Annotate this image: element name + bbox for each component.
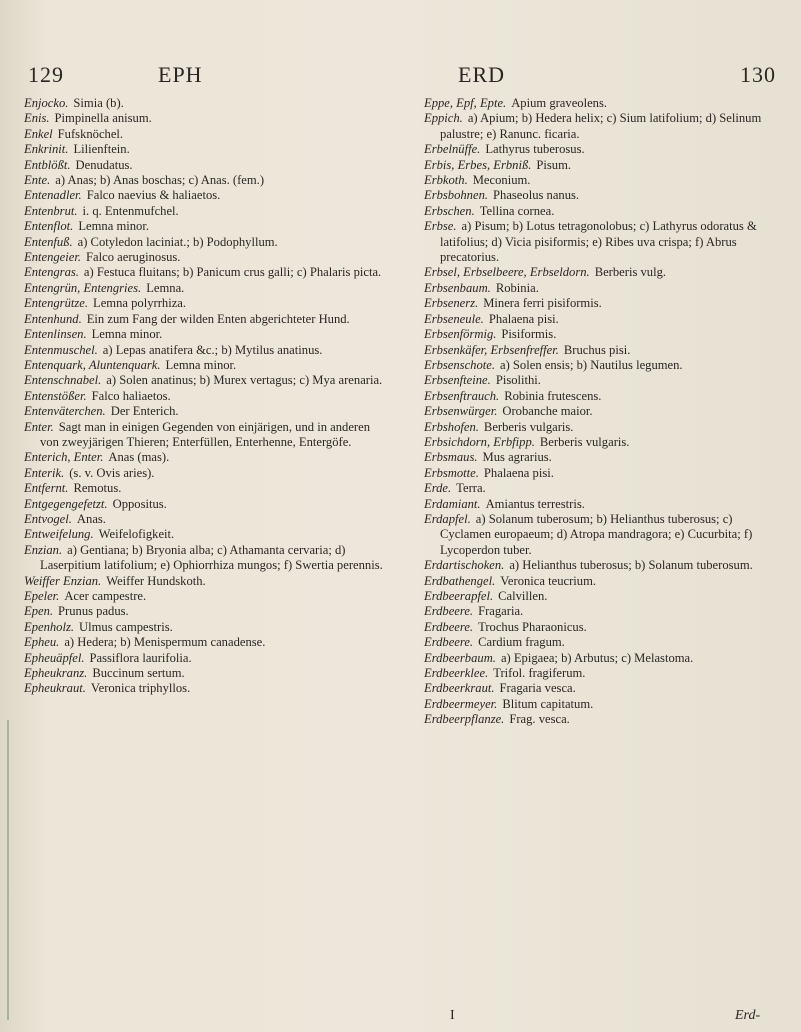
entry-headword: Eppe, Epf, Epte. <box>424 96 507 110</box>
dictionary-entry <box>424 96 772 111</box>
dictionary-entry <box>24 589 386 604</box>
entry-headword: Erdapfel. <box>424 511 471 526</box>
entry-definition: Fufsknöchel. <box>57 126 124 141</box>
dictionary-entry <box>24 420 386 451</box>
entry-definition: Lemna. <box>146 280 185 295</box>
entry-definition: Lilienftein. <box>73 142 130 157</box>
entry-headword: Enter. <box>24 419 54 434</box>
dictionary-entry <box>424 142 772 157</box>
entry-headword: Entenmuschel. <box>24 342 98 357</box>
entry-definition: Tellina cornea. <box>479 203 555 218</box>
dictionary-entry <box>424 389 772 404</box>
dictionary-entry <box>24 219 386 234</box>
entry-headword: Erbsbohnen. <box>424 188 489 203</box>
entry-definition: a) Lepas anatifera &c.; b) Mytilus anatinus. <box>102 342 323 357</box>
dictionary-entry <box>24 635 386 650</box>
entry-headword: Erbsenftrauch. <box>424 388 500 403</box>
entry-definition: Lemna minor. <box>165 357 237 372</box>
entry-definition: (s. v. Ovis aries). <box>69 465 155 480</box>
signature-mark: I <box>450 1008 455 1023</box>
dictionary-entry <box>24 127 386 142</box>
entry-definition: Veronica triphyllos. <box>90 681 191 696</box>
entry-definition: Apium graveolens. <box>511 96 608 110</box>
dictionary-entry <box>24 527 386 542</box>
entry-headword: Erdbeere. <box>424 604 474 619</box>
entry-headword: Erdbeerklee. <box>424 666 489 681</box>
entry-definition: Prunus padus. <box>58 604 129 619</box>
entry-definition: Meconium. <box>472 173 531 188</box>
entry-definition: Veronica teucrium. <box>500 573 597 588</box>
dictionary-entry <box>24 96 386 111</box>
dictionary-entry <box>424 450 772 465</box>
dictionary-entry <box>24 188 386 203</box>
left-column <box>24 96 386 697</box>
dictionary-entry <box>24 173 386 188</box>
dictionary-entry <box>424 204 772 219</box>
entry-headword: Erbsenkäfer, Erbsenfreffer. <box>424 342 559 357</box>
entry-headword: Erbis, Erbes, Erbniß. <box>424 157 532 172</box>
entry-definition: i. q. Entenmufchel. <box>82 203 179 218</box>
entry-definition: Berberis vulg. <box>594 265 667 280</box>
entry-definition: Robinia. <box>495 280 539 295</box>
entry-definition: Trochus Pharaonicus. <box>478 619 587 634</box>
entry-definition: Bruchus pisi. <box>563 342 631 357</box>
entry-headword: Entenlinsen. <box>24 327 87 342</box>
entry-definition: Falco naevius & haliaetos. <box>86 188 221 203</box>
dictionary-entry <box>24 250 386 265</box>
entry-definition: Der Enterich. <box>110 404 179 419</box>
entry-headword: Erbsenförmig. <box>424 327 497 342</box>
entry-headword: Entblößt. <box>24 157 71 172</box>
dictionary-entry <box>424 420 772 435</box>
entry-headword: Enterik. <box>24 465 65 480</box>
dictionary-entry <box>424 173 772 188</box>
dictionary-entry <box>24 389 386 404</box>
entry-headword: Erbsenwürger. <box>424 404 498 419</box>
entry-headword: Entenstößer. <box>24 388 87 403</box>
entry-definition: Berberis vulgaris. <box>483 419 574 434</box>
entry-headword: Epheuäpfel. <box>24 650 85 665</box>
dictionary-entry <box>424 111 772 142</box>
dictionary-entry <box>424 589 772 604</box>
entry-definition: Lathyrus tuberosus. <box>485 142 585 157</box>
dictionary-entry <box>424 697 772 712</box>
entry-definition: Weifelofigkeit. <box>98 527 175 542</box>
entry-headword: Entenfuß. <box>24 234 73 249</box>
entry-headword: Entengrütze. <box>24 296 89 311</box>
entry-headword: Erbsenerz. <box>424 296 479 311</box>
dictionary-entry <box>424 558 772 573</box>
dictionary-entry <box>424 296 772 311</box>
dictionary-entry <box>424 512 772 558</box>
left-page-number: 129 <box>28 62 64 87</box>
dictionary-entry <box>24 604 386 619</box>
entry-definition: Frag. vesca. <box>509 712 570 727</box>
dictionary-entry <box>24 450 386 465</box>
entry-headword: Erbsmaus. <box>424 450 478 465</box>
dictionary-entry <box>424 604 772 619</box>
right-column <box>424 96 772 728</box>
entry-headword: Erbse. <box>424 219 457 234</box>
dictionary-entry <box>424 219 772 265</box>
entry-definition: Robinia frutescens. <box>504 388 602 403</box>
dictionary-entry <box>424 312 772 327</box>
entry-definition: Orobanche maior. <box>502 404 593 419</box>
dictionary-entry <box>24 204 386 219</box>
entry-headword: Erdbeermeyer. <box>424 696 498 711</box>
entry-headword: Epheukranz. <box>24 666 88 681</box>
entry-headword: Erbschen. <box>424 203 475 218</box>
dictionary-entry <box>424 265 772 280</box>
dictionary-entry <box>424 635 772 650</box>
dictionary-entry <box>24 235 386 250</box>
entry-definition: Phalaena pisi. <box>483 465 554 480</box>
entry-headword: Enkel <box>24 126 53 141</box>
entry-headword: Erbsel, Erbselbeere, Erbseldorn. <box>424 265 590 280</box>
entry-headword: Entfernt. <box>24 481 69 496</box>
dictionary-entry <box>424 466 772 481</box>
dictionary-entry <box>424 158 772 173</box>
entry-definition: Anas. <box>76 511 106 526</box>
entry-definition: Pisiformis. <box>501 327 557 342</box>
entry-definition: a) Solen anatinus; b) Murex vertagus; c) Mya arenaria. <box>106 373 383 388</box>
entry-headword: Erbkoth. <box>424 173 468 188</box>
dictionary-entry <box>24 281 386 296</box>
dictionary-entry <box>24 158 386 173</box>
entry-definition: Lemna minor. <box>91 327 163 342</box>
entry-headword: Entweifelung. <box>24 527 94 542</box>
entry-headword: Epheu. <box>24 635 60 650</box>
entry-definition: a) Cotyledon laciniat.; b) Podophyllum. <box>77 234 278 249</box>
entry-definition: Amiantus terrestris. <box>485 496 585 511</box>
entry-definition: Buccinum sertum. <box>92 666 185 681</box>
entry-definition: Cardium fragum. <box>478 635 565 650</box>
entry-definition: a) Hedera; b) Menispermum canadense. <box>64 635 266 650</box>
dictionary-entry <box>424 435 772 450</box>
dictionary-entry <box>24 543 386 574</box>
dictionary-entry <box>24 481 386 496</box>
entry-headword: Entgegengefetzt. <box>24 496 108 511</box>
entry-headword: Entenhund. <box>24 311 82 326</box>
dictionary-entry <box>424 327 772 342</box>
dictionary-entry <box>424 712 772 727</box>
entry-headword: Erbshofen. <box>424 419 479 434</box>
right-running-head: ERD <box>458 62 505 87</box>
entry-definition: Trifol. fragiferum. <box>493 666 586 681</box>
entry-headword: Erbseneule. <box>424 311 484 326</box>
dictionary-entry <box>424 404 772 419</box>
entry-definition: a) Festuca fluitans; b) Panicum crus galli; c) Phalaris picta. <box>83 265 382 280</box>
entry-definition: a) Pisum; b) Lotus tetragonolobus; c) Lathyrus odoratus & latifolius; d) Vicia pisiformis; e) Ribes uva crispa; f) Abrus precatorius. <box>440 219 757 265</box>
entry-headword: Eppich. <box>424 111 463 126</box>
entry-definition: Phaseolus nanus. <box>493 188 580 203</box>
dictionary-entry <box>24 651 386 666</box>
entry-headword: Erbsmotte. <box>424 465 479 480</box>
entry-definition: Simia (b). <box>73 96 124 110</box>
entry-headword: Entenväterchen. <box>24 404 106 419</box>
entry-definition: Fragaria vesca. <box>499 681 576 696</box>
entry-definition: Phalaena pisi. <box>488 311 559 326</box>
dictionary-entry <box>24 574 386 589</box>
dictionary-entry <box>24 497 386 512</box>
dictionary-entry <box>24 358 386 373</box>
dictionary-entry <box>424 620 772 635</box>
margin-stain <box>7 720 9 1020</box>
entry-headword: Enterich, Enter. <box>24 450 104 465</box>
entry-definition: Terra. <box>456 481 486 496</box>
entry-definition: Denudatus. <box>75 157 133 172</box>
entry-headword: Enjocko. <box>24 96 69 110</box>
entry-definition: Remotus. <box>73 481 122 496</box>
entry-headword: Entenflot. <box>24 219 74 234</box>
entry-definition: Ein zum Fang der wilden Enten abgerichteter Hund. <box>86 311 350 326</box>
entry-headword: Erbelnüffe. <box>424 142 481 157</box>
dictionary-entry <box>24 327 386 342</box>
dictionary-entry <box>24 111 386 126</box>
entry-headword: Entenschnabel. <box>24 373 102 388</box>
dictionary-entry <box>24 681 386 696</box>
entry-headword: Erdbeerpflanze. <box>424 712 505 727</box>
entry-headword: Erdbeerkraut. <box>424 681 495 696</box>
left-running-head: EPH <box>158 62 203 87</box>
dictionary-entry <box>24 296 386 311</box>
entry-headword: Erdbeerbaum. <box>424 650 496 665</box>
entry-definition: Calvillen. <box>498 589 548 603</box>
dictionary-entry <box>424 681 772 696</box>
entry-headword: Erdbeerapfel. <box>424 589 494 603</box>
entry-definition: Falco haliaetos. <box>91 388 171 403</box>
entry-definition: Fragaria. <box>478 604 524 619</box>
dictionary-entry <box>424 497 772 512</box>
entry-definition: Ulmus campestris. <box>79 619 173 634</box>
dictionary-entry <box>24 373 386 388</box>
entry-headword: Entengras. <box>24 265 79 280</box>
dictionary-entry <box>24 466 386 481</box>
entry-definition: Pisum. <box>536 157 572 172</box>
entry-headword: Enzian. <box>24 542 63 557</box>
dictionary-entry <box>424 481 772 496</box>
dictionary-entry <box>24 312 386 327</box>
entry-definition: a) Helianthus tuberosus; b) Solanum tuberosum. <box>509 558 753 573</box>
entry-headword: Epenholz. <box>24 619 75 634</box>
dictionary-entry <box>424 358 772 373</box>
entry-definition: a) Epigaea; b) Arbutus; c) Melastoma. <box>500 650 694 665</box>
entry-definition: a) Anas; b) Anas boschas; c) Anas. (fem.) <box>55 173 265 188</box>
right-page-number: 130 <box>740 62 776 87</box>
dictionary-entry <box>424 281 772 296</box>
dictionary-entry <box>424 666 772 681</box>
dictionary-entry <box>424 343 772 358</box>
entry-definition: Berberis vulgaris. <box>539 434 630 449</box>
dictionary-entry <box>24 142 386 157</box>
dictionary-entry <box>24 343 386 358</box>
dictionary-entry <box>424 651 772 666</box>
entry-definition: a) Solen ensis; b) Nautilus legumen. <box>500 357 683 372</box>
entry-definition: Pimpinella anisum. <box>54 111 152 126</box>
entry-headword: Enkrinit. <box>24 142 69 157</box>
dictionary-entry <box>424 574 772 589</box>
entry-headword: Erdbathengel. <box>424 573 496 588</box>
entry-definition: a) Gentiana; b) Bryonia alba; c) Athamanta cervaria; d) Laserpitium latifolium; e) Ophiorrhiza mungos; f) Swertia perennis. <box>40 542 383 573</box>
entry-definition: Passiflora laurifolia. <box>89 650 192 665</box>
entry-headword: Entvogel. <box>24 511 72 526</box>
entry-headword: Entenadler. <box>24 188 82 203</box>
entry-headword: Erbsenschote. <box>424 357 495 372</box>
entry-definition: Anas (mas). <box>108 450 170 465</box>
entry-headword: Epheukraut. <box>24 681 86 696</box>
entry-headword: Entenquark, Aluntenquark. <box>24 357 161 372</box>
entry-headword: Erdbeere. <box>424 619 474 634</box>
entry-definition: Blitum capitatum. <box>502 696 594 711</box>
entry-headword: Erde. <box>424 481 452 496</box>
entry-definition: a) Solanum tuberosum; b) Helianthus tuberosus; c) Cyclamen europaeum; d) Atropa mandragora; e) Cucurbita; f) Lycoperdon tuber. <box>440 511 753 557</box>
entry-definition: Lemna polyrrhiza. <box>93 296 187 311</box>
entry-headword: Erbsichdorn, Erbfipp. <box>424 434 535 449</box>
entry-headword: Erbsenfteine. <box>424 373 491 388</box>
entry-headword: Epeler. <box>24 589 60 603</box>
entry-headword: Erdamiant. <box>424 496 481 511</box>
entry-definition: Falco aeruginosus. <box>86 250 181 265</box>
entry-definition: Mus agrarius. <box>482 450 552 465</box>
dictionary-entry <box>24 620 386 635</box>
entry-definition: a) Apium; b) Hedera helix; c) Sium latifolium; d) Selinum palustre; e) Ranunc. ficaria. <box>440 111 762 141</box>
entry-headword: Weiffer Enzian. <box>24 573 102 588</box>
entry-headword: Erdartischoken. <box>424 558 505 573</box>
entry-headword: Enis. <box>24 111 50 126</box>
dictionary-entry <box>24 666 386 681</box>
entry-definition: Pisolithi. <box>495 373 541 388</box>
dictionary-entry <box>24 512 386 527</box>
entry-headword: Erbsenbaum. <box>424 280 491 295</box>
catchword: Erd- <box>735 1008 761 1023</box>
entry-definition: Minera ferri pisiformis. <box>483 296 602 311</box>
dictionary-entry <box>424 373 772 388</box>
entry-headword: Erdbeere. <box>424 635 474 650</box>
entry-definition: Acer campestre. <box>64 589 147 603</box>
entry-headword: Entengeier. <box>24 250 82 265</box>
entry-definition: Lemna minor. <box>78 219 149 234</box>
entry-headword: Epen. <box>24 604 54 619</box>
dictionary-entry <box>424 188 772 203</box>
entry-definition: Weiffer Hundskoth. <box>106 573 206 588</box>
entry-headword: Entenbrut. <box>24 203 78 218</box>
entry-definition: Sagt man in einigen Gegenden von einjärigen, und in anderen von zweyjärigen Thieren; Enterfüllen, Enterhenne, Entergöfe. <box>40 419 370 449</box>
entry-headword: Entengrün, Entengries. <box>24 280 142 295</box>
entry-headword: Ente. <box>24 173 51 188</box>
dictionary-entry <box>24 404 386 419</box>
entry-definition: Oppositus. <box>112 496 167 511</box>
dictionary-entry <box>24 265 386 280</box>
